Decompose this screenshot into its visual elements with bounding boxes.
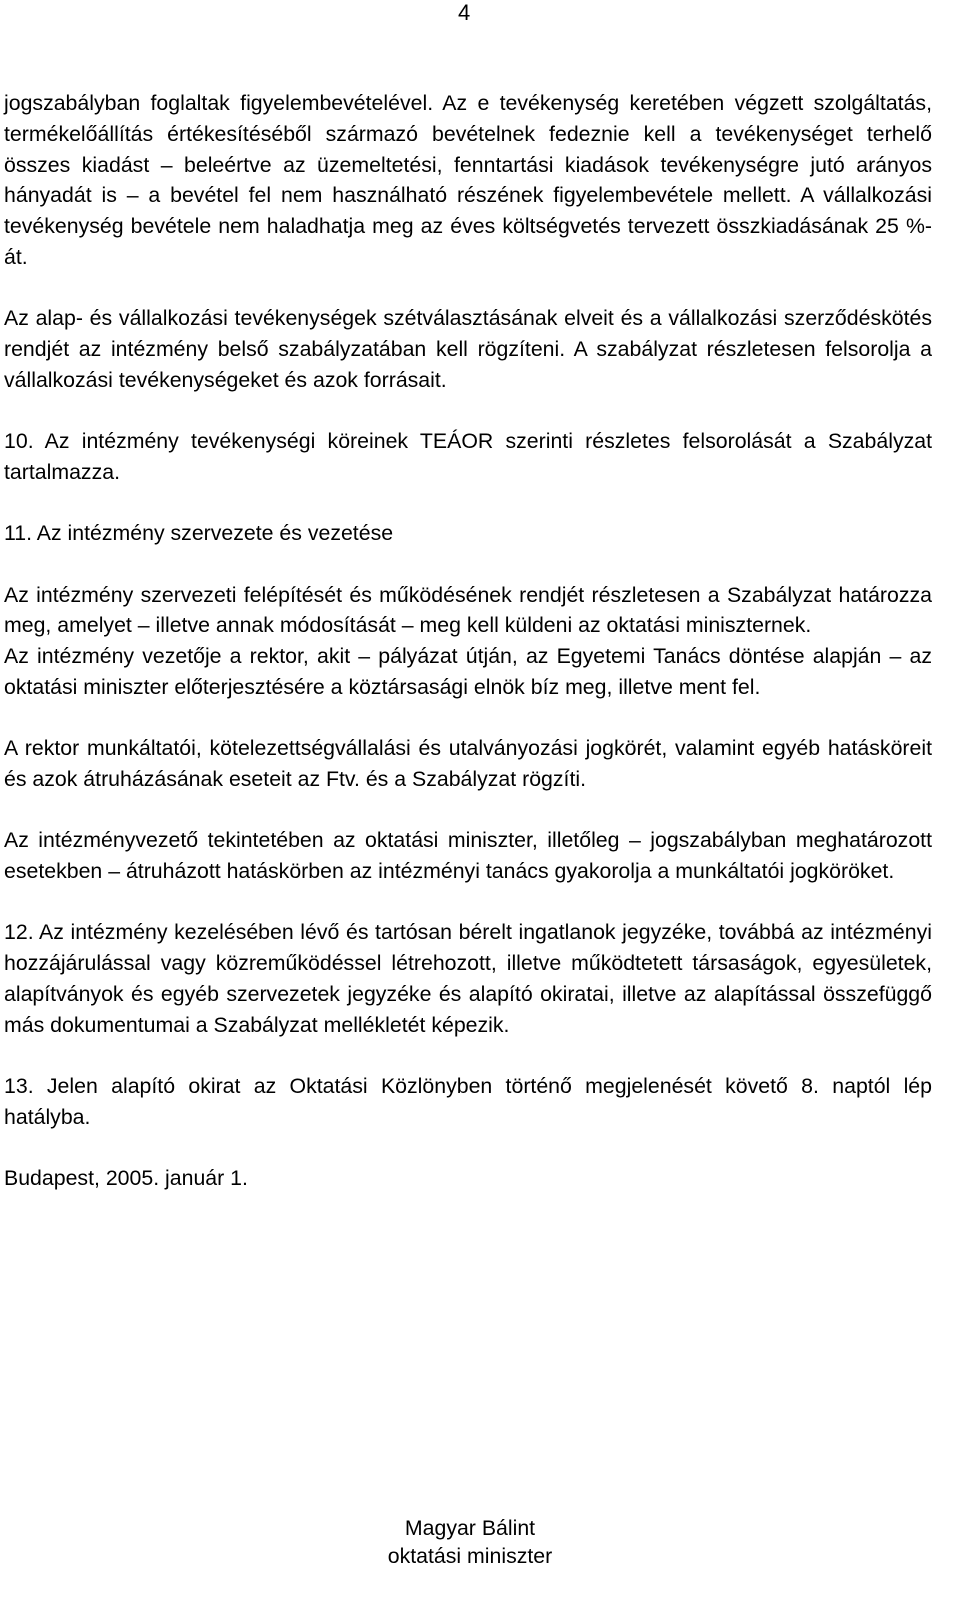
signatory-title: oktatási miniszter	[387, 1544, 553, 1568]
paragraph-activity-separation: Az alap- és vállalkozási tevékenységek szétválasztásának elveit és a vállalkozási szerződéskötés rendjét az intézmény belső szabályzatában kell rögzíteni. A szabályzat részletesen felsorolja a vállalkozási tevékenységeket és azok forrásait.	[4, 306, 932, 392]
paragraph-section-12: 12. Az intézmény kezelésében lévő és tartósan bérelt ingatlanok jegyzéke, továbbá az intézményi hozzájárulással vagy közreműködéssel létrehozott, illetve működtetett társaságok, egyesületek, alapítványok és egyéb szervezetek jegyzéke és alapító okiratai, illetve az alapítással összefüggő más dokumentumai a Szabályzat mellékletét képezik.	[4, 920, 932, 1037]
paragraph-section-10: 10. Az intézmény tevékenységi köreinek TEÁOR szerinti részletes felsorolását a Szabályzat tartalmazza.	[4, 429, 932, 484]
paragraph-section-13: 13. Jelen alapító okirat az Oktatási Közlönyben történő megjelenését követő 8. naptól lép hatályba.	[4, 1074, 932, 1129]
section-heading-11: 11. Az intézmény szervezete és vezetése	[4, 521, 394, 546]
paragraph-organization: Az intézmény szervezeti felépítését és működésének rendjét részletesen a Szabályzat határozza meg, amelyet – illetve annak módosítását – meg kell küldeni az oktatási miniszternek.	[4, 582, 932, 638]
paragraph-rector: Az intézmény vezetője a rektor, akit – pályázat útján, az Egyetemi Tanács döntése alapján – az oktatási miniszter előterjesztésére a köztársasági elnök bíz meg, illetve ment fel.	[4, 644, 932, 699]
paragraph-employer-rights: Az intézményvezető tekintetében az oktatási miniszter, illetőleg – jogszabályban meghatározott esetekben – átruházott hatáskörben az intézményi tanács gyakorolja a munkáltatói jogköröket.	[4, 828, 932, 884]
page-number: 4	[458, 0, 471, 25]
paragraph-rector-powers: A rektor munkáltatói, kötelezettségvállalási és utalványozási jogkörét, valamint egyéb hatásköreit és azok átruházásának eseteit az Ftv. és a Szabályzat rögzíti.	[4, 736, 932, 792]
signatory-name: Magyar Bálint	[404, 1516, 536, 1540]
document-body	[4, 88, 932, 1194]
paragraph-business-activity: jogszabályban foglaltak figyelembevételével. Az e tevékenység keretében végzett szolgáltatás, termékelőállítás értékesítéséből származó bevételnek fedeznie kell a tevékenységet terhelő összes kiadást – beleértve az üzemeltetési, fenntartási kiadások tevékenységre jutó arányos hányadát is – a bevétel fel nem használható részének figyelembevétele mellett. A vállalkozási tevékenység bevétele nem haladhatja meg az éves költségvetés tervezett összkiadásának 25 %-át.	[4, 91, 932, 269]
signature-block	[300, 1514, 640, 1570]
place-and-date: Budapest, 2005. január 1.	[4, 1166, 248, 1191]
